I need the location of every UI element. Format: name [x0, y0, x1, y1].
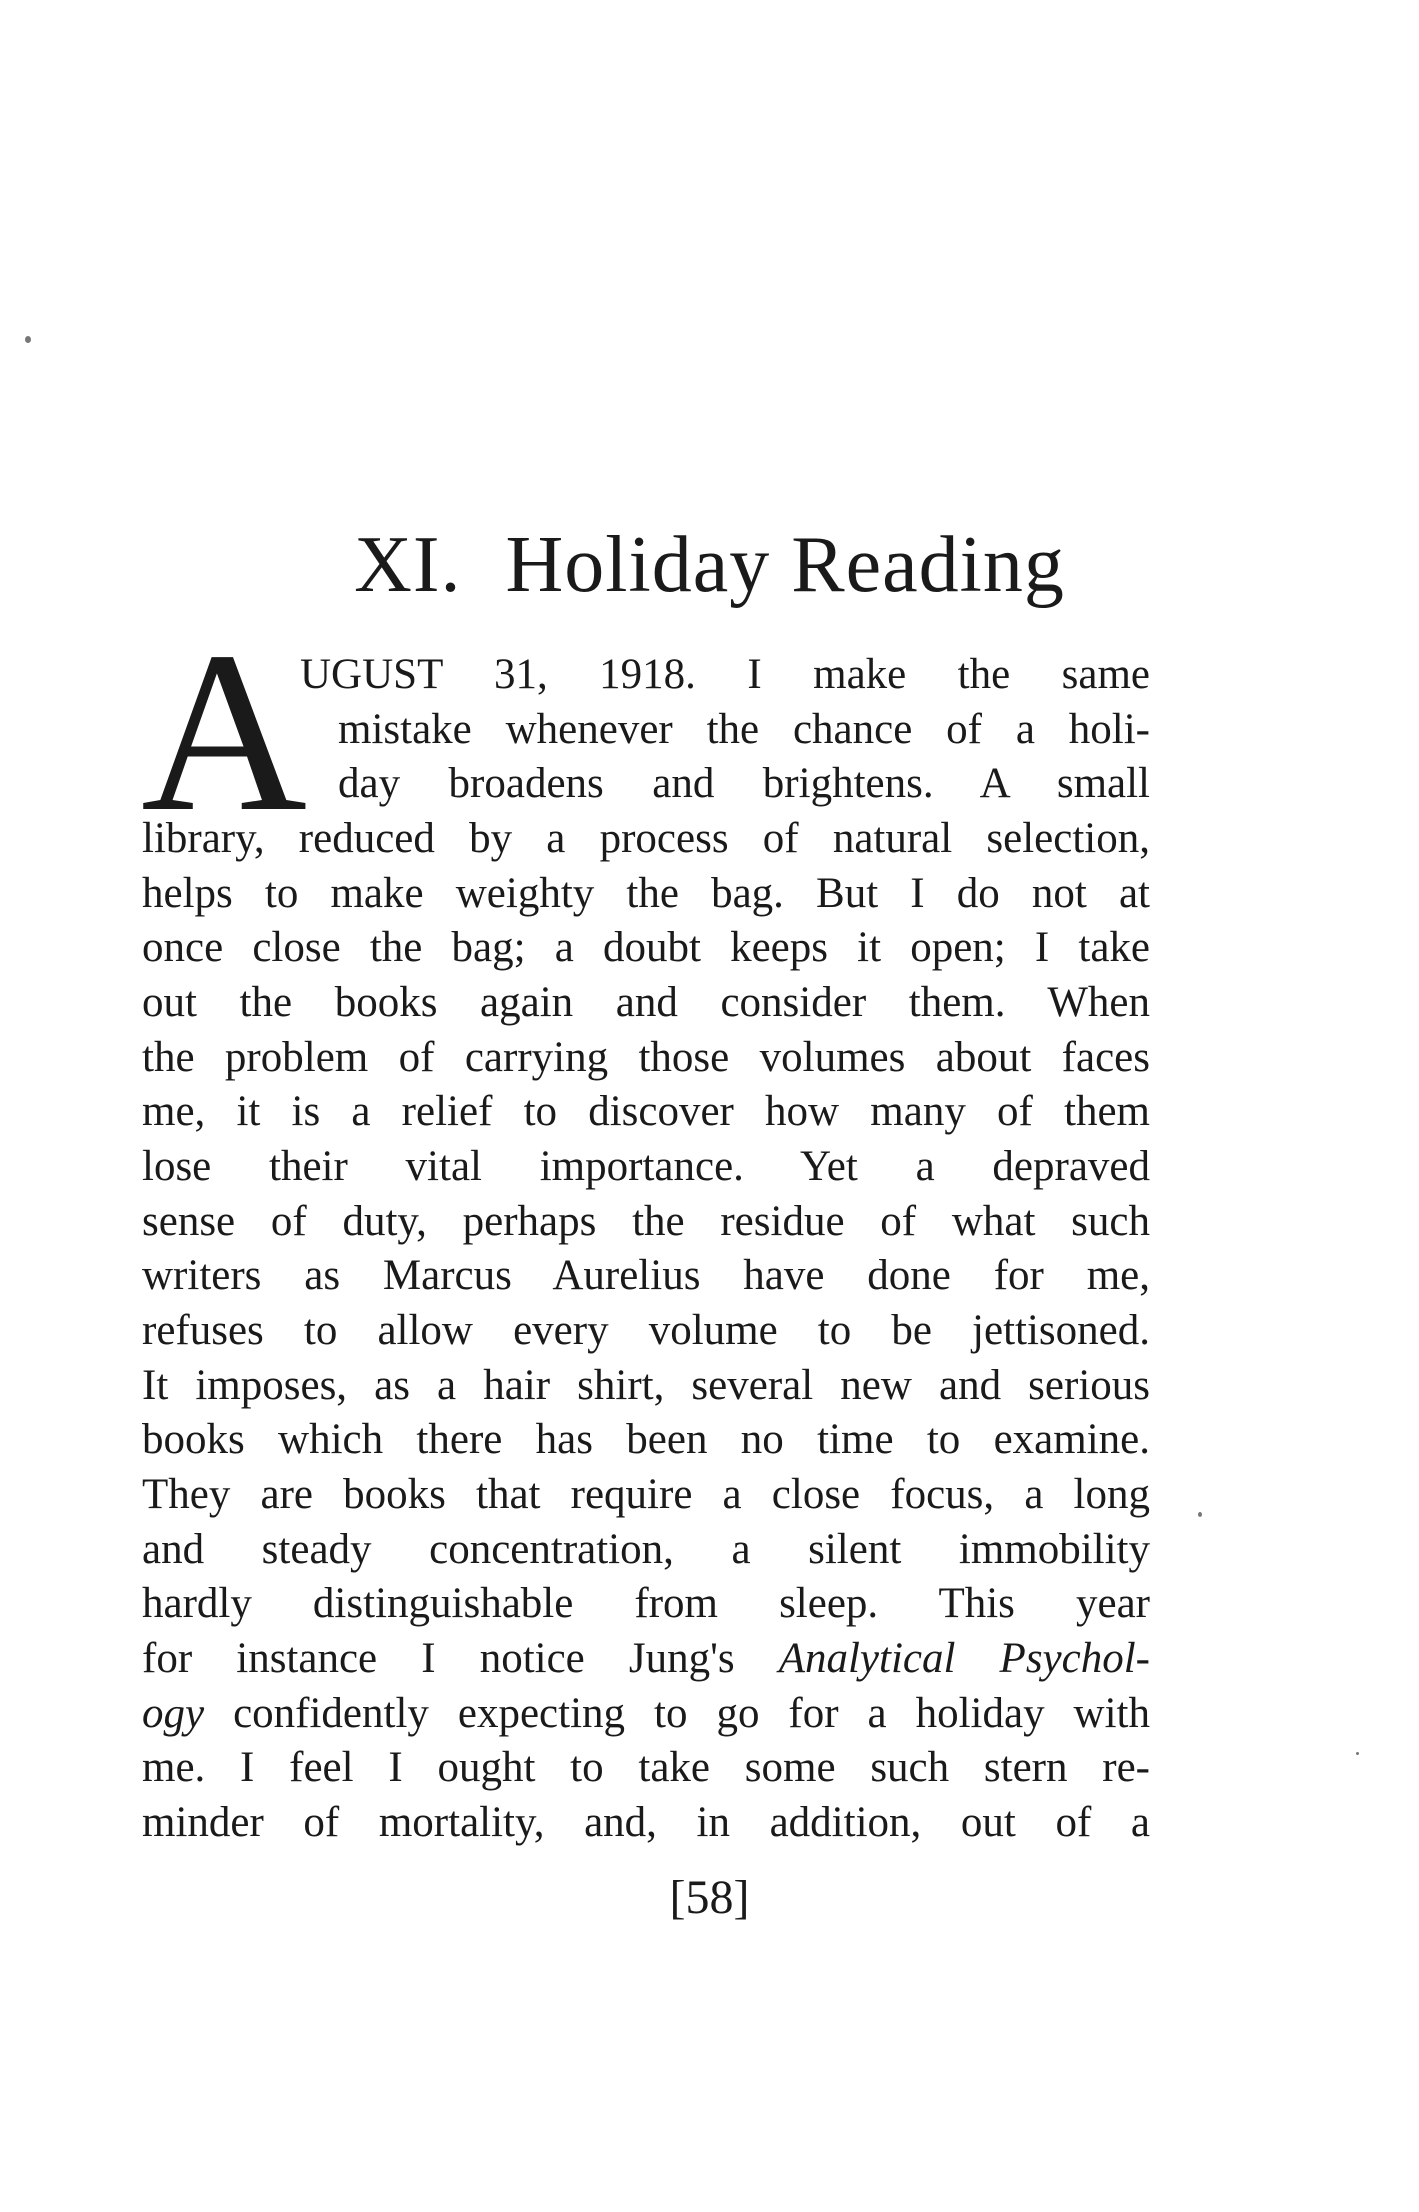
text-line-19-roman: for instance I notice Jung's: [142, 1635, 735, 1682]
text-line-22: minder of mortality, and, in addition, out of a: [142, 1799, 1150, 1846]
text-line-3: day broadens and brightens. A small: [338, 760, 1150, 807]
text-line-5: helps to make weighty the bag. But I do not at: [142, 870, 1150, 917]
book-title-italic-end: ogy: [142, 1690, 205, 1737]
text-line-1: UGUST 31, 1918. I make the same: [300, 651, 1150, 698]
text-line-12: writers as Marcus Aurelius have done for me,: [142, 1252, 1150, 1299]
text-line-17: and steady concentration, a silent immobility: [142, 1526, 1150, 1573]
text-line-15: books which there has been no time to examine.: [142, 1416, 1150, 1463]
page-number: [58]: [669, 1871, 750, 1924]
text-line-2: mistake whenever the chance of a holi-: [338, 706, 1150, 753]
chapter-number: XI.: [354, 521, 462, 609]
drop-cap: A: [141, 604, 308, 859]
book-title-italic-start: Analytical Psychol-: [778, 1635, 1150, 1682]
text-line-16: They are books that require a close focus, a long: [142, 1471, 1150, 1518]
print-speck: [25, 336, 31, 343]
text-line-10: lose their vital importance. Yet a depraved: [142, 1143, 1150, 1190]
text-line-20: [142, 1686, 1150, 1741]
text-line-21: me. I feel I ought to take some such stern re-: [142, 1744, 1150, 1791]
text-line-13: refuses to allow every volume to be jettisoned.: [142, 1307, 1150, 1354]
text-line-7: out the books again and consider them. When: [142, 979, 1150, 1026]
text-line-8: the problem of carrying those volumes about faces: [142, 1034, 1150, 1081]
text-line-18: hardly distinguishable from sleep. This year: [142, 1580, 1150, 1627]
text-line-9: me, it is a relief to discover how many of them: [142, 1088, 1150, 1135]
text-line-19: [142, 1631, 1150, 1686]
print-speck: [1356, 1752, 1359, 1755]
text-line-4: library, reduced by a process of natural selection,: [142, 815, 1150, 862]
chapter-heading: [0, 515, 1419, 615]
text-line-20-roman: confidently expecting to go for a holiday with: [233, 1690, 1151, 1737]
text-line-14: It imposes, as a hair shirt, several new and serious: [142, 1362, 1150, 1409]
text-line-11: sense of duty, perhaps the residue of what such: [142, 1198, 1150, 1245]
text-line-6: once close the bag; a doubt keeps it open; I take: [142, 924, 1150, 971]
chapter-title: Holiday Reading: [505, 521, 1065, 609]
print-speck: [1198, 1512, 1202, 1517]
